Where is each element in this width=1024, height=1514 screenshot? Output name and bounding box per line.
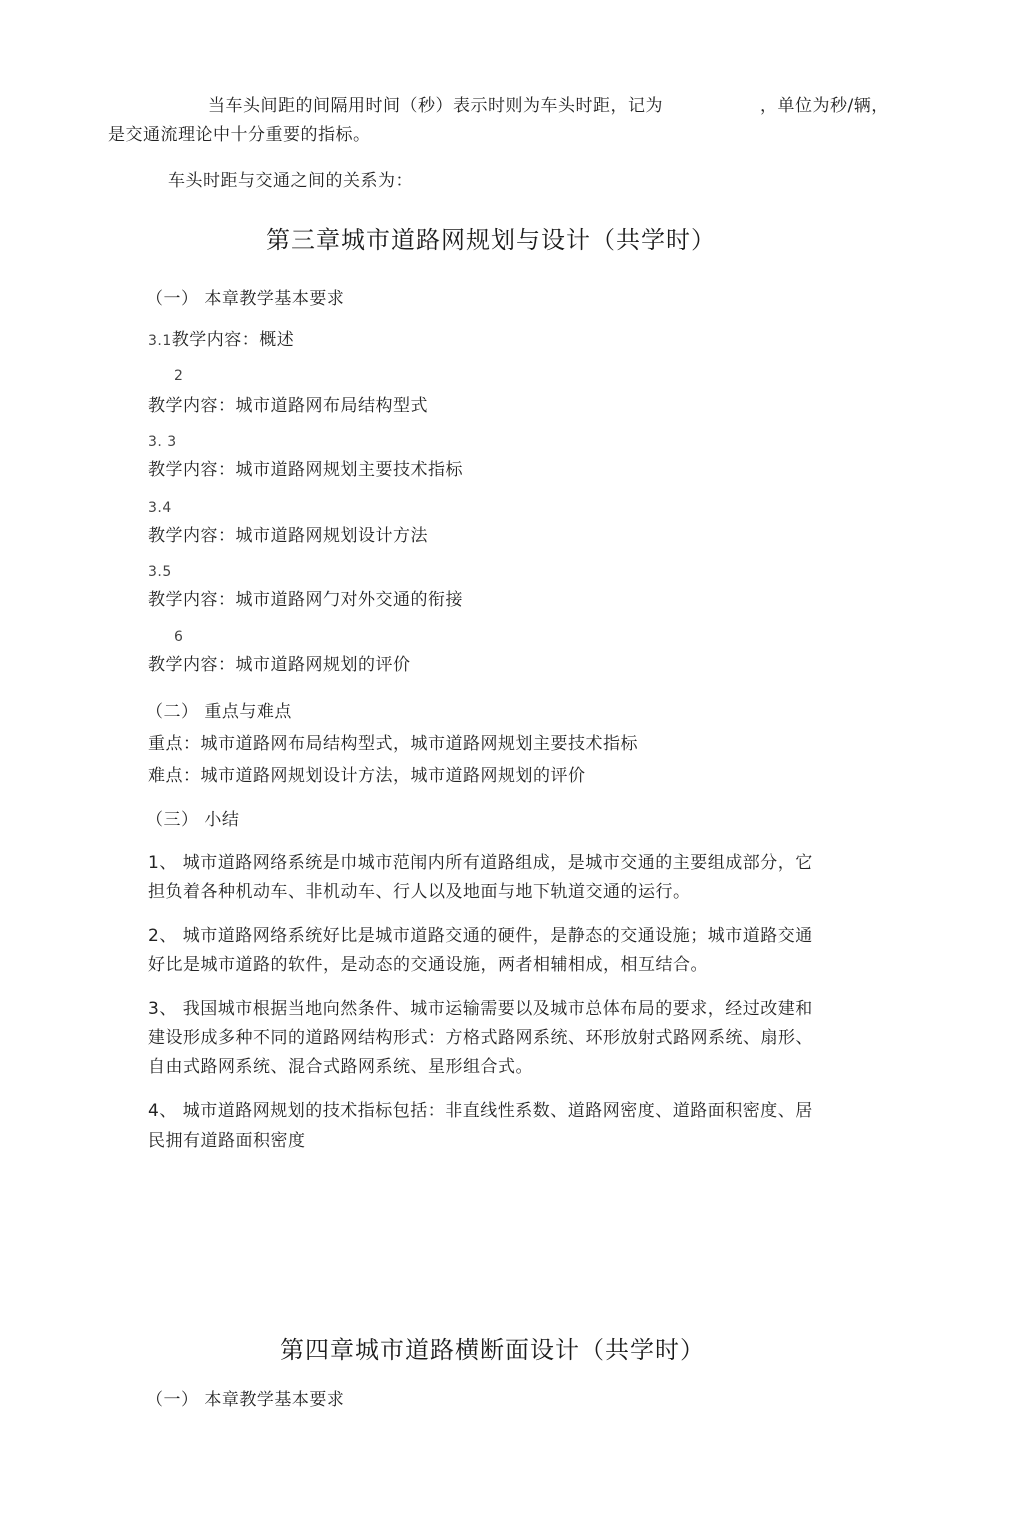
summary-3-line-2: 建设形成多种不同的道路网结构形式：方格式路网系统、环形放射式路网系统、扇形、	[148, 1028, 813, 1048]
chapter-3-title: 第三章城市道路网规划与设计（共学时）	[266, 226, 716, 254]
summary-1-line-1: 1、 城市道路网络系统是巾城市范闱内所有道路组成，是城市交通的主要组成部分，它	[148, 853, 813, 873]
item-number: 3.4	[148, 500, 172, 516]
intro-line-1a: 当车头间距的间隔用时间（秒）表示时则为车头时距，记为	[208, 96, 663, 116]
ch3-section-1-heading: （一） 本章教学基本要求	[146, 289, 345, 309]
summary-4-line-1: 4、 城市道路网规划的技术指标包括：非直线性系数、道路网密度、道路面积密度、居	[148, 1101, 813, 1121]
item-text: 教学内容：城市道路网勹对外交通的衔接	[148, 590, 463, 610]
list-item	[148, 330, 294, 351]
ch3-section-3-heading: （三） 小结	[146, 810, 240, 830]
item-number: 2	[174, 368, 184, 384]
summary-3-line-1: 3、 我国城市根据当地向然条件、城市运输需要以及城市总体布局的要求，经过改建和	[148, 999, 813, 1019]
item-text: 教学内容：城市道路网布局结构型式	[148, 396, 428, 416]
summary-3-line-3: 自由式路网系统、混合式路网系统、星形组合式。	[148, 1057, 533, 1077]
item-number: 3.5	[148, 564, 172, 580]
item-text: 教学内容：城市道路网规划主要技术指标	[148, 460, 463, 480]
summary-2-line-1: 2、 城市道路网络系统好比是城市道路交通的硬件，是静态的交通设施；城市道路交通	[148, 926, 813, 946]
item-number: 3.1	[148, 333, 172, 349]
difficult-point: 难点：城市道路网规划设计方法，城市道路网规划的评价	[148, 766, 586, 786]
intro-line-2: 是交通流理论中十分重要的指标。	[108, 125, 371, 145]
item-text: 教学内容：概述	[171, 330, 295, 350]
ch4-section-1-heading: （一） 本章教学基本要求	[146, 1390, 345, 1410]
intro-line-1b: ，单位为秒/辆，	[760, 96, 889, 116]
chapter-4-title: 第四章城市道路横断面设计（共学时）	[280, 1336, 705, 1364]
key-point: 重点：城市道路网布局结构型式，城市道路网规划主要技术指标	[148, 734, 638, 754]
intro-line-3: 车头时距与交通之间的关系为：	[168, 171, 413, 191]
summary-4-line-2: 民拥有道路面积密度	[148, 1131, 306, 1151]
ch3-section-2-heading: （二） 重点与难点	[146, 702, 292, 722]
item-text: 教学内容：城市道路网规划的评价	[148, 655, 411, 675]
summary-2-line-2: 好比是城市道路的软件，是动态的交通设施，两者相辅相成，相互结合。	[148, 955, 708, 975]
item-number: 6	[174, 629, 184, 645]
item-text: 教学内容：城市道路网规划设计方法	[148, 526, 428, 546]
summary-1-line-2: 担负着各种机动车、非机动车、行人以及地面与地下轨道交通的运行。	[148, 882, 691, 902]
item-number: 3. 3	[148, 434, 177, 450]
